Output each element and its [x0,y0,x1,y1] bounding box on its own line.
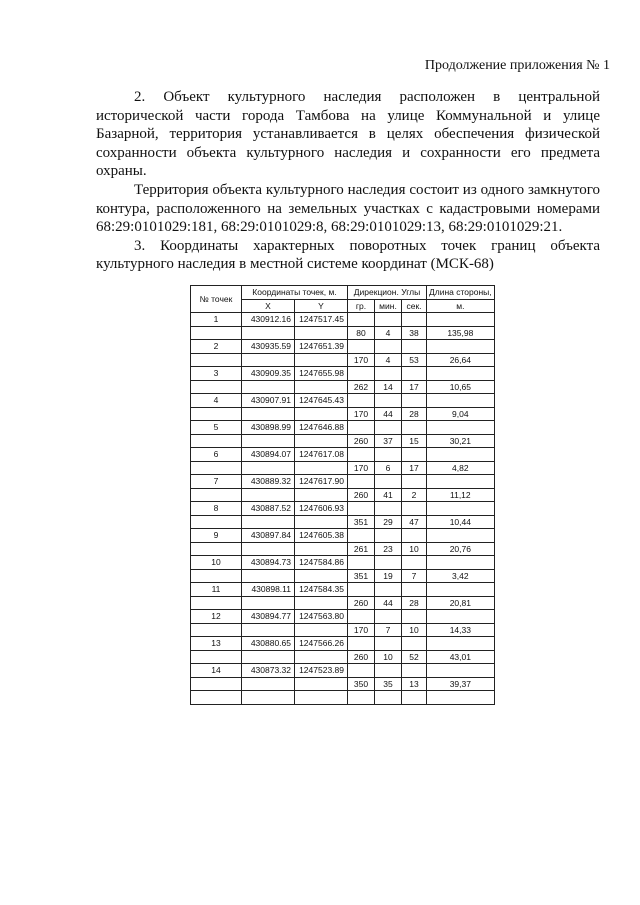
empty-cell [348,313,375,327]
empty-cell [295,461,348,475]
empty-cell [427,637,495,651]
empty-cell [402,475,427,489]
x-coordinate-cell: 430897.84 [242,529,295,543]
point-row [191,529,495,543]
empty-cell [348,421,375,435]
direction-degrees-cell: 170 [348,623,375,637]
side-row [191,434,495,448]
direction-minutes-cell: 44 [375,596,402,610]
direction-seconds-cell: 28 [402,596,427,610]
empty-cell [295,677,348,691]
point-row [191,367,495,381]
empty-cell [295,515,348,529]
x-coordinate-cell: 430907.91 [242,394,295,408]
point-row [191,610,495,624]
paragraph-territory: Территория объекта культурного наследия состоит из одного замкнутого контура, расположенного на земельных участках с кадастровыми номерами 68:29:0101029:181, 68:29:0101029:8, 68:29:0101029:13, 68:29:0101029:21. [96,181,600,236]
empty-cell [402,502,427,516]
empty-cell [242,569,295,583]
empty-cell [295,353,348,367]
empty-cell [191,515,242,529]
empty-cell [191,488,242,502]
empty-cell [191,461,242,475]
direction-minutes-cell: 37 [375,434,402,448]
empty-cell [191,623,242,637]
appendix-continuation-note: Продолжение приложения № 1 [424,58,610,73]
side-row [191,542,495,556]
empty-cell [242,326,295,340]
y-coordinate-cell: 1247566.26 [295,637,348,651]
direction-degrees-cell: 261 [348,542,375,556]
empty-cell [375,421,402,435]
empty-cell [375,556,402,570]
direction-minutes-cell: 10 [375,650,402,664]
side-row [191,326,495,340]
empty-cell [348,475,375,489]
direction-seconds-cell: 52 [402,650,427,664]
side-row [191,353,495,367]
empty-cell [427,610,495,624]
direction-degrees-cell: 351 [348,569,375,583]
x-coordinate-cell: 430909.35 [242,367,295,381]
empty-cell [375,313,402,327]
empty-cell [402,610,427,624]
y-coordinate-cell: 1247646.88 [295,421,348,435]
empty-cell [375,583,402,597]
direction-minutes-cell: 19 [375,569,402,583]
y-coordinate-cell: 1247517.45 [295,313,348,327]
side-row [191,515,495,529]
empty-cell [402,664,427,678]
y-coordinate-cell: 1247584.35 [295,583,348,597]
empty-cell [295,542,348,556]
empty-cell [348,610,375,624]
point-number-cell: 8 [191,502,242,516]
side-row [191,461,495,475]
empty-cell [295,326,348,340]
side-row [191,569,495,583]
side-length-cell: 9,04 [427,407,495,421]
x-coordinate-cell: 430889.32 [242,475,295,489]
side-row [191,650,495,664]
point-number-cell: 1 [191,313,242,327]
header-minutes: мин. [375,299,402,313]
direction-seconds-cell: 47 [402,515,427,529]
x-coordinate-cell: 430935.59 [242,340,295,354]
empty-cell [375,529,402,543]
side-row [191,407,495,421]
empty-cell [191,650,242,664]
direction-degrees-cell: 260 [348,434,375,448]
y-coordinate-cell: 1247617.90 [295,475,348,489]
direction-seconds-cell: 10 [402,542,427,556]
empty-cell [242,691,295,705]
empty-cell [191,407,242,421]
direction-degrees-cell: 170 [348,407,375,421]
side-length-cell: 43,01 [427,650,495,664]
side-length-cell: 39,37 [427,677,495,691]
empty-cell [191,677,242,691]
header-side-length: Длина стороны, [427,286,495,300]
direction-degrees-cell: 260 [348,650,375,664]
side-length-cell: 20,76 [427,542,495,556]
point-number-cell: 11 [191,583,242,597]
header-x: X [242,299,295,313]
y-coordinate-cell: 1247606.93 [295,502,348,516]
blank-row [191,691,495,705]
empty-cell [295,434,348,448]
header-direction-angles: Дирекцион. Углы [348,286,427,300]
point-number-cell: 9 [191,529,242,543]
y-coordinate-cell: 1247617.08 [295,448,348,462]
empty-cell [375,691,402,705]
direction-seconds-cell: 28 [402,407,427,421]
side-row [191,623,495,637]
point-number-cell: 5 [191,421,242,435]
empty-cell [402,313,427,327]
side-row [191,677,495,691]
direction-minutes-cell: 7 [375,623,402,637]
empty-cell [427,367,495,381]
empty-cell [295,380,348,394]
side-length-cell: 26,64 [427,353,495,367]
empty-cell [348,664,375,678]
empty-cell [348,367,375,381]
empty-cell [242,542,295,556]
empty-cell [375,502,402,516]
direction-degrees-cell: 350 [348,677,375,691]
empty-cell [295,650,348,664]
direction-degrees-cell: 170 [348,353,375,367]
direction-minutes-cell: 23 [375,542,402,556]
empty-cell [242,650,295,664]
point-number-cell: 7 [191,475,242,489]
empty-cell [295,407,348,421]
point-row [191,421,495,435]
empty-cell [242,407,295,421]
empty-cell [402,340,427,354]
direction-minutes-cell: 35 [375,677,402,691]
x-coordinate-cell: 430880.65 [242,637,295,651]
empty-cell [427,502,495,516]
empty-cell [295,623,348,637]
empty-cell [295,691,348,705]
empty-cell [427,583,495,597]
empty-cell [348,583,375,597]
direction-degrees-cell: 351 [348,515,375,529]
empty-cell [191,596,242,610]
empty-cell [191,434,242,448]
side-length-cell: 4,82 [427,461,495,475]
empty-cell [242,434,295,448]
point-number-cell: 12 [191,610,242,624]
y-coordinate-cell: 1247651.39 [295,340,348,354]
empty-cell [402,448,427,462]
side-row [191,380,495,394]
point-row [191,313,495,327]
empty-cell [427,664,495,678]
y-coordinate-cell: 1247605.38 [295,529,348,543]
side-length-cell: 10,65 [427,380,495,394]
y-coordinate-cell: 1247523.89 [295,664,348,678]
point-row [191,583,495,597]
empty-cell [242,677,295,691]
point-number-cell: 2 [191,340,242,354]
y-coordinate-cell: 1247563.80 [295,610,348,624]
empty-cell [427,340,495,354]
empty-cell [242,461,295,475]
point-number-cell: 3 [191,367,242,381]
direction-minutes-cell: 4 [375,326,402,340]
side-length-cell: 11,12 [427,488,495,502]
coordinates-table [190,285,495,705]
empty-cell [242,515,295,529]
point-row [191,502,495,516]
point-number-cell: 6 [191,448,242,462]
empty-cell [402,691,427,705]
empty-cell [348,394,375,408]
empty-cell [402,556,427,570]
empty-cell [375,394,402,408]
header-degrees: гр. [348,299,375,313]
point-row [191,556,495,570]
table-body [191,313,495,705]
x-coordinate-cell: 430898.99 [242,421,295,435]
y-coordinate-cell: 1247655.98 [295,367,348,381]
direction-minutes-cell: 44 [375,407,402,421]
empty-cell [427,313,495,327]
direction-minutes-cell: 29 [375,515,402,529]
empty-cell [295,488,348,502]
empty-cell [242,353,295,367]
side-length-cell: 10,44 [427,515,495,529]
empty-cell [375,664,402,678]
x-coordinate-cell: 430898.11 [242,583,295,597]
empty-cell [402,529,427,543]
empty-cell [348,637,375,651]
direction-seconds-cell: 17 [402,461,427,475]
direction-seconds-cell: 17 [402,380,427,394]
empty-cell [242,623,295,637]
empty-cell [427,475,495,489]
point-number-cell: 14 [191,664,242,678]
empty-cell [375,340,402,354]
direction-degrees-cell: 260 [348,488,375,502]
empty-cell [348,529,375,543]
empty-cell [348,556,375,570]
empty-cell [242,596,295,610]
direction-degrees-cell: 80 [348,326,375,340]
header-length-unit: м. [427,299,495,313]
empty-cell [191,353,242,367]
empty-cell [427,448,495,462]
empty-cell [375,637,402,651]
direction-minutes-cell: 14 [375,380,402,394]
empty-cell [191,542,242,556]
direction-degrees-cell: 170 [348,461,375,475]
point-number-cell: 10 [191,556,242,570]
empty-cell [348,448,375,462]
direction-seconds-cell: 2 [402,488,427,502]
direction-seconds-cell: 53 [402,353,427,367]
direction-minutes-cell: 6 [375,461,402,475]
direction-minutes-cell: 41 [375,488,402,502]
empty-cell [242,380,295,394]
side-length-cell: 3,42 [427,569,495,583]
header-seconds: сек. [402,299,427,313]
direction-minutes-cell: 4 [375,353,402,367]
header-point-number: № точек [191,286,242,313]
direction-degrees-cell: 262 [348,380,375,394]
empty-cell [375,448,402,462]
direction-seconds-cell: 15 [402,434,427,448]
empty-cell [427,421,495,435]
point-row [191,664,495,678]
point-row [191,475,495,489]
empty-cell [427,556,495,570]
empty-cell [295,569,348,583]
y-coordinate-cell: 1247584.86 [295,556,348,570]
table-header-row [191,286,495,300]
side-length-cell: 135,98 [427,326,495,340]
point-row [191,394,495,408]
empty-cell [427,691,495,705]
empty-cell [375,475,402,489]
paragraph-location: 2. Объект культурного наследия расположен в центральной исторической части города Тамбова на улице Коммунальной и улице Базарной, территория устанавливается в целях обеспечения физической сохранности объекта культурного наследия и сохранности его предмета охраны. [96,89,600,180]
empty-cell [191,326,242,340]
empty-cell [402,421,427,435]
direction-seconds-cell: 10 [402,623,427,637]
empty-cell [242,488,295,502]
point-number-cell: 4 [191,394,242,408]
empty-cell [348,502,375,516]
side-length-cell: 20,81 [427,596,495,610]
empty-cell [375,367,402,381]
header-y: Y [295,299,348,313]
x-coordinate-cell: 430912.16 [242,313,295,327]
empty-cell [402,583,427,597]
point-row [191,448,495,462]
empty-cell [191,380,242,394]
header-coordinates: Координаты точек, м. [242,286,348,300]
point-row [191,340,495,354]
direction-seconds-cell: 38 [402,326,427,340]
direction-seconds-cell: 7 [402,569,427,583]
empty-cell [402,367,427,381]
empty-cell [191,691,242,705]
empty-cell [402,394,427,408]
coordinates-table-container [190,285,495,705]
x-coordinate-cell: 430873.32 [242,664,295,678]
empty-cell [402,637,427,651]
direction-degrees-cell: 260 [348,596,375,610]
y-coordinate-cell: 1247645.43 [295,394,348,408]
empty-cell [191,569,242,583]
side-length-cell: 30,21 [427,434,495,448]
x-coordinate-cell: 430894.73 [242,556,295,570]
x-coordinate-cell: 430894.07 [242,448,295,462]
document-body [96,88,600,274]
side-row [191,488,495,502]
empty-cell [375,610,402,624]
x-coordinate-cell: 430894.77 [242,610,295,624]
paragraph-coordinates-heading: 3. Координаты характерных поворотных точек границ объекта культурного наследия в местной системе координат (МСК-68) [96,237,600,273]
empty-cell [348,340,375,354]
empty-cell [348,691,375,705]
x-coordinate-cell: 430887.52 [242,502,295,516]
point-number-cell: 13 [191,637,242,651]
empty-cell [427,394,495,408]
point-row [191,637,495,651]
empty-cell [427,529,495,543]
side-row [191,596,495,610]
side-length-cell: 14,33 [427,623,495,637]
direction-seconds-cell: 13 [402,677,427,691]
empty-cell [295,596,348,610]
